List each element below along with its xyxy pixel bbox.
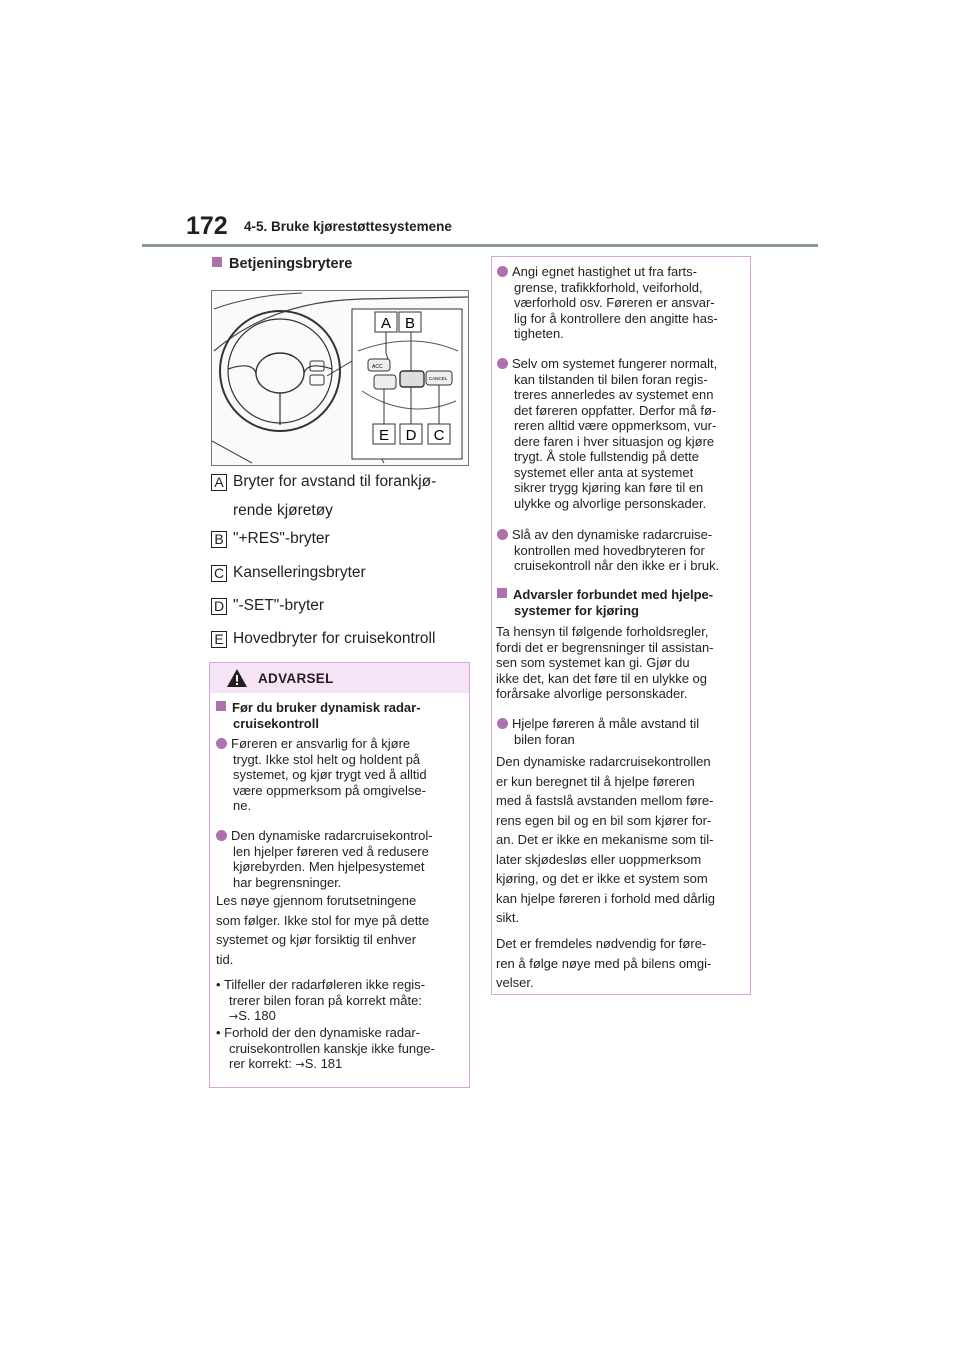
figure-label-d: D — [405, 427, 417, 444]
warning-bullet-2: Den dynamiske radarcruisekontrol- len hjelper føreren ved å redusere kjørebyrden. Men hjelpesystemet har begrensninger. — [216, 828, 483, 890]
cancel-text: CANCEL — [429, 376, 448, 381]
figure-label-b: B — [404, 315, 416, 332]
legend-text-e: Hovedbryter for cruisekontroll — [233, 630, 436, 647]
legend-text-d: "-SET"-bryter — [233, 597, 325, 614]
bullet-dot-icon — [497, 358, 508, 369]
figure-label-e: E — [378, 427, 390, 444]
steering-wheel-illustration — [212, 291, 468, 465]
section-title: 4-5. Bruke kjørestøttesystemene — [244, 219, 452, 234]
legend-text-a: Bryter for avstand til forankjø- rende kjøretøy — [233, 473, 437, 519]
warning-box — [209, 662, 470, 1088]
square-bullet-icon — [497, 588, 507, 598]
warning-icon — [226, 668, 248, 688]
right-bullet-4: Hjelpe føreren å måle avstand til bilen foran — [497, 716, 764, 747]
right-bullet-1: Angi egnet hastighet ut fra farts- grense, trafikkforhold, veiforhold, værforhold osv. Føreren er ansvar- lig for å kontrollere den angitte has- tigheten. — [497, 264, 764, 342]
square-bullet-icon — [212, 257, 222, 267]
continued-warning-box — [491, 256, 751, 995]
right-paragraph-3: Det er fremdeles nødvendig for føre- ren å følge nøye med på bilens omgi- velser. — [496, 936, 712, 990]
warning-list-item-1: • Tilfeller der radarføleren ikke regis- trerer bilen foran på korrekt måte: →S. 180 — [216, 977, 426, 1023]
bullet-dot-icon — [216, 830, 227, 841]
arrow-icon: → — [229, 1010, 239, 1023]
legend-key-e: E — [211, 631, 227, 648]
right-paragraph-1: Ta hensyn til følgende forholdsregler, fordi det er begrensninger til assistan- sen som systemet kan gi. Gjør du ikke det, kan det føre til en ulykke og forårsake alvorlige personskader. — [496, 624, 714, 701]
bullet-dot-icon — [497, 529, 508, 540]
steering-switch-figure — [211, 290, 469, 466]
square-bullet-icon — [216, 701, 226, 711]
right-bullet-3: Slå av den dynamiske radarcruise- kontrollen med hovedbryteren for cruisekontroll når den ikke er i bruk. — [497, 527, 764, 574]
arrow-icon: → — [295, 1058, 305, 1071]
legend-key-c: C — [211, 565, 227, 582]
section-heading: Betjeningsbrytere — [212, 256, 352, 273]
legend-key-a: A — [211, 474, 227, 491]
acc-text: ACC — [372, 364, 383, 370]
page-number: 172 — [186, 212, 228, 240]
right-subheading: Advarsler forbundet med hjelpe- systemer for kjøring — [497, 587, 764, 618]
warning-bullet-1: Føreren er ansvarlig for å kjøre trygt. Ikke stol helt og holdent på systemet, og kjør trygt ved å alltid være oppmerksom på omgivelse- ne. — [216, 736, 483, 814]
bullet-dot-icon — [216, 738, 227, 749]
figure-label-c: C — [433, 427, 445, 444]
legend-text-c: Kanselleringsbryter — [233, 564, 366, 581]
legend-key-b: B — [211, 531, 227, 548]
legend-key-d: D — [211, 598, 227, 615]
header-rule — [142, 244, 818, 247]
figure-label-a: A — [380, 315, 392, 332]
bullet-dot-icon — [497, 266, 508, 277]
warning-list-item-2: • Forhold der den dynamiske radar- cruisekontrollen kanskje ikke funge- rer korrekt: →S. 181 — [216, 1025, 435, 1071]
right-paragraph-2: Den dynamiske radarcruisekontrollen er kun beregnet til å hjelpe føreren med å fastslå avstanden mellom føre- rens egen bil og en bil som kjører for- an. Det er ikke en mekanisme som til- later skjødesløs eller uoppmerksom kjøring, og det er ikke et system som kan hjelpe føreren i forhold med dårlig sikt. — [496, 754, 715, 925]
legend-text-b: "+RES"-bryter — [233, 530, 330, 547]
warning-header — [210, 663, 469, 693]
warning-subheading: Før du bruker dynamisk radar- cruisekontroll — [216, 700, 479, 731]
bullet-dot-icon — [497, 718, 508, 729]
warning-paragraph: Les nøye gjennom forutsetningene som følger. Ikke stol for mye på dette systemet og kjør forsiktig til enhver tid. — [216, 893, 430, 967]
warning-title: ADVARSEL — [258, 671, 334, 686]
right-bullet-2: Selv om systemet fungerer normalt, kan tilstanden til bilen foran regis- treres annerledes av systemet enn det føreren oppfatter. Derfor må fø- reren alltid være oppmerksom, vur- dere faren i hver situasjon og kjøre trygt. Å stole fullstendig på dette systemet eller anta at systemet sikrer trygg kjøring kan føre til en ulykke og alvorlige personskader. — [497, 356, 764, 511]
